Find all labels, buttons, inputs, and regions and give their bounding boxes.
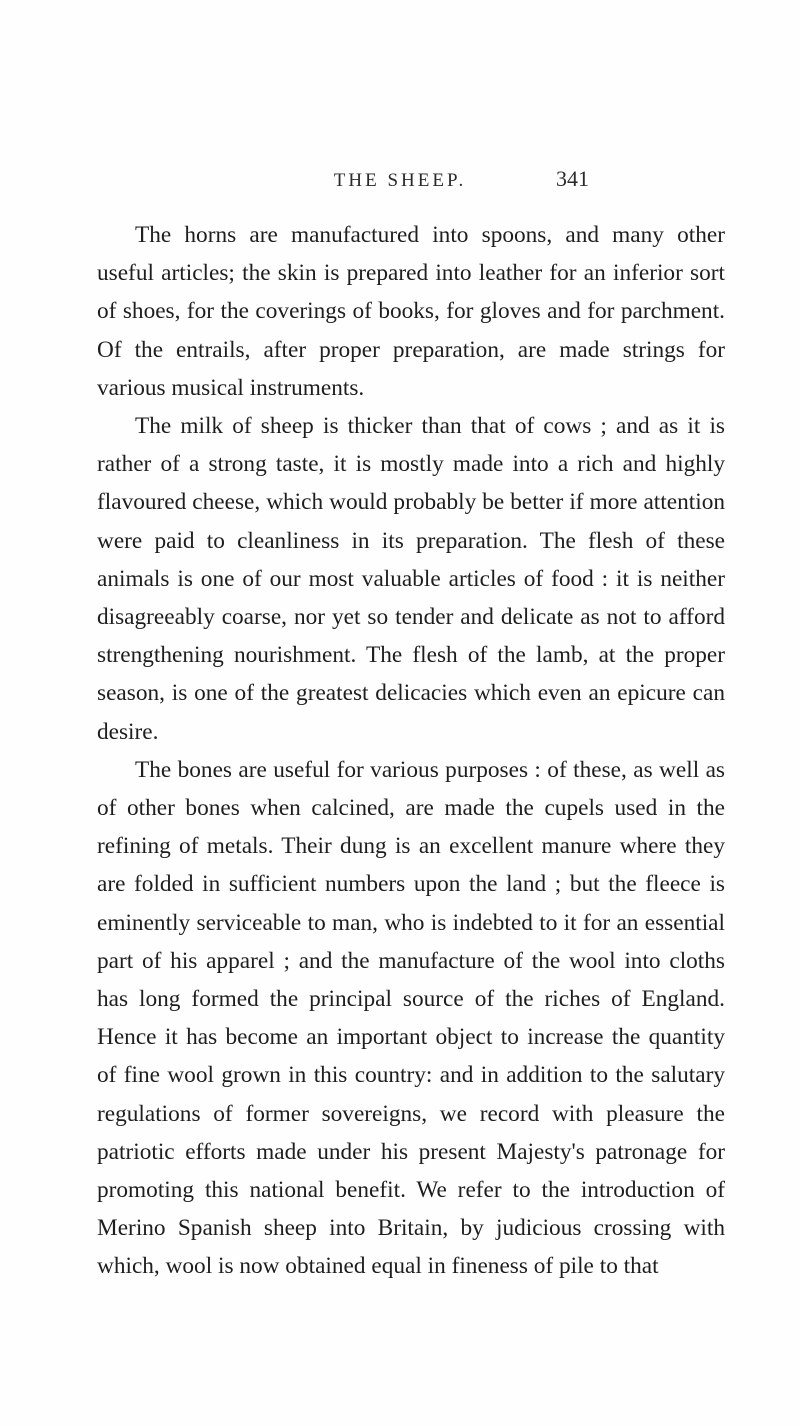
running-title: THE SHEEP. <box>333 170 467 191</box>
paragraph-bones: The bones are useful for various purposes : of these, as well as of other bones when calcined, are made the cupels used in the refining of metals. Their dung is an excellent manure where they are folded in sufficient numbers upon the land ; but the fleece is eminently serviceable to man, who is indebted to it for an essential part of his apparel ; and the manufacture of the wool into cloths has long formed the principal source of the riches of England. Hence it has become an important object to increase the quantity of fine wool grown in this country: and in addition to the salutary regulations of former sovereigns, we record with pleasure the patriotic efforts made under his present Majesty's patronage for promoting this national benefit. We refer to the introduction of Merino Spanish sheep into Britain, by judicious crossing with which, wool is now obtained equal in fineness of pile to that <box>97 756 725 1280</box>
page-number: 341 <box>556 166 589 191</box>
body-text <box>97 216 725 1286</box>
running-header <box>0 166 800 200</box>
paragraph-milk: The milk of sheep is thicker than that of cows ; and as it is rather of a strong taste, it is mostly made into a rich and highly flavoured cheese, which would probably be better if more attention were paid to cleanliness in its preparation. The flesh of these animals is one of our most valuable articles of food : it is neither disagreeably coarse, nor yet so tender and delicate as not to afford strengthening nourishment. The flesh of the lamb, at the proper season, is one of the greatest delicacies which even an epicure can desire. <box>97 413 725 745</box>
paragraph-horns: The horns are manufactured into spoons, and many other useful articles; the skin is prepared into leather for an inferior sort of shoes, for the coverings of books, for gloves and for parchment. Of the entrails, after proper preparation, are made strings for various musical instruments. <box>97 222 725 401</box>
